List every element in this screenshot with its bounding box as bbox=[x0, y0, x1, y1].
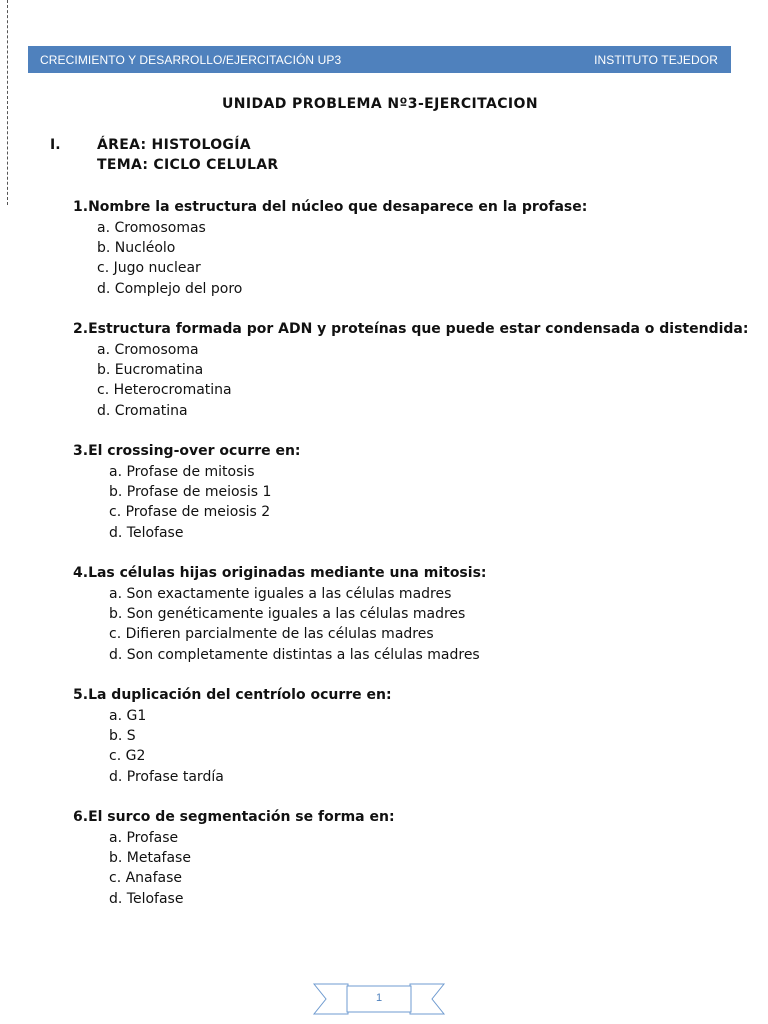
question-5 bbox=[73, 685, 392, 787]
header-course-title: CRECIMIENTO Y DESARROLLO/EJERCITACIÓN UP3 bbox=[40, 52, 342, 67]
question-text: La duplicación del centríolo ocurre en: bbox=[88, 687, 392, 703]
answer-option: b. Profase de meiosis 1 bbox=[109, 483, 272, 500]
question-prompt bbox=[73, 685, 392, 706]
page-number: 1 bbox=[375, 992, 383, 1004]
question-number: 4. bbox=[73, 565, 89, 581]
answer-option: a. Profase de mitosis bbox=[109, 463, 255, 480]
page-number-ribbon bbox=[312, 981, 446, 1017]
answer-options bbox=[73, 340, 748, 422]
question-prompt bbox=[73, 807, 395, 828]
question-2 bbox=[73, 319, 748, 421]
section-area: ÁREA: HISTOLOGÍA bbox=[97, 137, 251, 153]
answer-option: d. Profase tardía bbox=[109, 768, 224, 785]
question-number: 1. bbox=[73, 199, 89, 215]
answer-options bbox=[73, 584, 487, 666]
question-1 bbox=[73, 197, 587, 299]
document-title: UNIDAD PROBLEMA Nº3-EJERCITACION bbox=[222, 96, 538, 112]
question-prompt bbox=[73, 441, 301, 462]
question-number: 2. bbox=[73, 321, 89, 337]
question-text: Estructura formada por ADN y proteínas que puede estar condensada o distendida: bbox=[88, 321, 749, 337]
answer-option: b. Eucromatina bbox=[97, 361, 204, 378]
question-text: Nombre la estructura del núcleo que desaparece en la profase: bbox=[88, 199, 588, 215]
answer-option: c. G2 bbox=[109, 748, 146, 765]
question-prompt bbox=[73, 197, 587, 218]
answer-option: c. Heterocromatina bbox=[97, 382, 232, 399]
answer-option: d. Telofase bbox=[109, 524, 184, 541]
question-3 bbox=[73, 441, 301, 543]
question-number: 6. bbox=[73, 809, 89, 825]
answer-options bbox=[73, 462, 301, 544]
answer-option: a. Cromosomas bbox=[97, 219, 206, 236]
question-prompt bbox=[73, 563, 487, 584]
answer-option: a. Cromosoma bbox=[97, 341, 199, 358]
answer-option: b. S bbox=[109, 727, 136, 744]
answer-option: a. Profase bbox=[109, 829, 179, 846]
question-text: Las células hijas originadas mediante una mitosis: bbox=[88, 565, 487, 581]
question-prompt bbox=[73, 319, 748, 340]
answer-option: b. Metafase bbox=[109, 849, 191, 866]
question-text: El surco de segmentación se forma en: bbox=[88, 809, 395, 825]
section-topic: TEMA: CICLO CELULAR bbox=[97, 157, 279, 173]
answer-option: c. Jugo nuclear bbox=[97, 260, 201, 277]
answer-option: a. Son exactamente iguales a las células madres bbox=[109, 585, 452, 602]
answer-option: b. Son genéticamente iguales a las células madres bbox=[109, 605, 466, 622]
header-institute-name: INSTITUTO TEJEDOR bbox=[594, 52, 718, 67]
answer-option: c. Difieren parcialmente de las células madres bbox=[109, 626, 434, 643]
page-header bbox=[28, 46, 731, 73]
answer-options bbox=[73, 706, 392, 788]
question-number: 5. bbox=[73, 687, 89, 703]
answer-options bbox=[73, 218, 587, 300]
question-4 bbox=[73, 563, 487, 665]
section-number: I. bbox=[50, 137, 61, 153]
answer-option: d. Cromatina bbox=[97, 402, 188, 419]
answer-option: a. G1 bbox=[109, 707, 147, 724]
answer-option: b. Nucléolo bbox=[97, 239, 176, 256]
answer-options bbox=[73, 828, 395, 910]
answer-option: d. Complejo del poro bbox=[97, 280, 243, 297]
answer-option: d. Son completamente distintas a las células madres bbox=[109, 646, 480, 663]
question-text: El crossing-over ocurre en: bbox=[88, 443, 301, 459]
answer-option: d. Telofase bbox=[109, 890, 184, 907]
answer-option: c. Anafase bbox=[109, 870, 183, 887]
answer-option: c. Profase de meiosis 2 bbox=[109, 504, 271, 521]
question-number: 3. bbox=[73, 443, 89, 459]
question-6 bbox=[73, 807, 395, 909]
